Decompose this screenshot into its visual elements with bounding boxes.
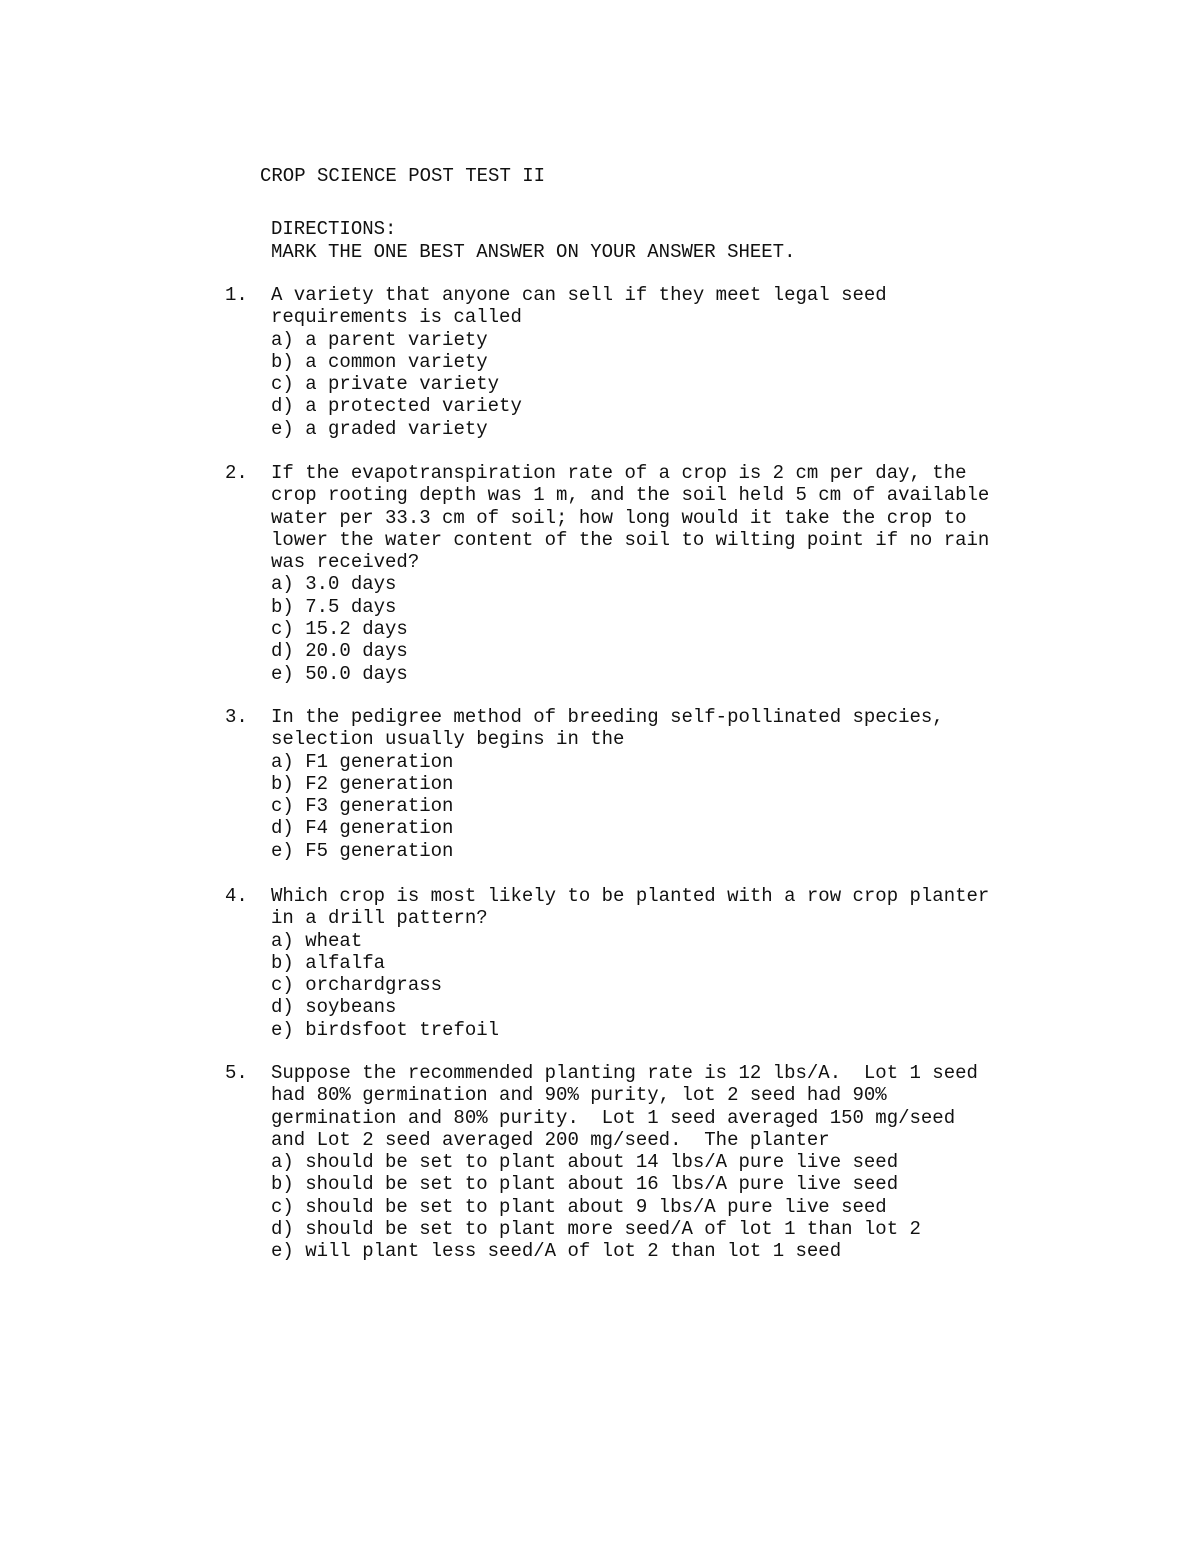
answer-option-c bbox=[271, 618, 1071, 640]
answer-option-e bbox=[271, 418, 1071, 440]
option-text: should be set to plant about 16 lbs/A pure live seed bbox=[305, 1173, 899, 1196]
question-stem-line: If the evapotranspiration rate of a crop is 2 cm per day, the bbox=[271, 462, 967, 484]
option-letter: e) bbox=[271, 417, 294, 440]
option-letter: d) bbox=[271, 1218, 294, 1241]
question-stem-line: lower the water content of the soil to wilting point if no rain bbox=[271, 528, 990, 551]
answer-option-e bbox=[271, 840, 1071, 862]
question-stem-line: and Lot 2 seed averaged 200 mg/seed. The planter bbox=[271, 1128, 830, 1151]
answer-option-e bbox=[271, 1240, 1071, 1262]
question-number: 2. bbox=[225, 462, 248, 484]
question-body bbox=[271, 284, 1071, 440]
option-text: orchardgrass bbox=[305, 974, 443, 997]
question-stem-line: Which crop is most likely to be planted with a row crop planter bbox=[271, 885, 990, 907]
answer-option-d bbox=[271, 640, 1071, 662]
option-text: a private variety bbox=[305, 373, 500, 396]
option-letter: b) bbox=[271, 350, 294, 373]
question-stem-line: had 80% germination and 90% purity, lot 2 seed had 90% bbox=[271, 1084, 887, 1107]
option-letter: b) bbox=[271, 951, 294, 974]
question-stem-line: A variety that anyone can sell if they meet legal seed bbox=[271, 284, 887, 306]
answer-option-b bbox=[271, 952, 1071, 974]
option-text: a common variety bbox=[305, 350, 488, 373]
option-text: 20.0 days bbox=[305, 640, 408, 663]
question-stem-line: in a drill pattern? bbox=[271, 907, 488, 930]
answer-option-a bbox=[271, 930, 1071, 952]
question-stem-line: In the pedigree method of breeding self-pollinated species, bbox=[271, 706, 944, 728]
question-number: 1. bbox=[225, 284, 248, 306]
option-letter: c) bbox=[271, 974, 294, 997]
option-letter: e) bbox=[271, 839, 294, 862]
option-letter: d) bbox=[271, 395, 294, 418]
option-text: F2 generation bbox=[305, 772, 454, 795]
option-text: 3.0 days bbox=[305, 573, 397, 596]
answer-option-b bbox=[271, 1173, 1071, 1195]
option-letter: e) bbox=[271, 1240, 294, 1263]
question-body bbox=[271, 885, 1071, 1041]
answer-option-a bbox=[271, 329, 1071, 351]
option-letter: c) bbox=[271, 1195, 294, 1218]
question-stem-line: crop rooting depth was 1 m, and the soil held 5 cm of available bbox=[271, 484, 990, 507]
answer-option-a bbox=[271, 751, 1071, 773]
option-letter: a) bbox=[271, 328, 294, 351]
option-letter: a) bbox=[271, 1151, 294, 1174]
option-text: F3 generation bbox=[305, 795, 454, 818]
option-text: wheat bbox=[305, 929, 363, 952]
option-letter: a) bbox=[271, 750, 294, 773]
question-stem-line: Suppose the recommended planting rate is 12 lbs/A. Lot 1 seed bbox=[271, 1062, 978, 1084]
question-stem-line: was received? bbox=[271, 551, 420, 574]
option-letter: d) bbox=[271, 996, 294, 1019]
answer-option-e bbox=[271, 663, 1071, 685]
option-text: 15.2 days bbox=[305, 618, 408, 641]
option-letter: d) bbox=[271, 817, 294, 840]
option-text: birdsfoot trefoil bbox=[305, 1018, 500, 1041]
page-title: CROP SCIENCE POST TEST II bbox=[260, 165, 546, 187]
answer-option-b bbox=[271, 773, 1071, 795]
answer-option-c bbox=[271, 373, 1071, 395]
option-letter: d) bbox=[271, 640, 294, 663]
option-text: should be set to plant about 14 lbs/A pure live seed bbox=[305, 1151, 899, 1174]
answer-option-a bbox=[271, 573, 1071, 595]
question-number: 5. bbox=[225, 1062, 248, 1084]
option-text: 7.5 days bbox=[305, 595, 397, 618]
option-text: F1 generation bbox=[305, 750, 454, 773]
option-text: F5 generation bbox=[305, 839, 454, 862]
answer-option-b bbox=[271, 596, 1071, 618]
option-letter: c) bbox=[271, 373, 294, 396]
option-letter: b) bbox=[271, 772, 294, 795]
question-number: 3. bbox=[225, 706, 248, 728]
answer-option-d bbox=[271, 1218, 1071, 1240]
directions-heading: DIRECTIONS: bbox=[271, 218, 397, 240]
option-text: will plant less seed/A of lot 2 than lot 1 seed bbox=[305, 1240, 842, 1263]
option-letter: c) bbox=[271, 618, 294, 641]
option-text: should be set to plant about 9 lbs/A pure live seed bbox=[305, 1195, 887, 1218]
question-body bbox=[271, 462, 1071, 685]
answer-option-d bbox=[271, 395, 1071, 417]
option-text: a protected variety bbox=[305, 395, 522, 418]
directions-text: MARK THE ONE BEST ANSWER ON YOUR ANSWER SHEET. bbox=[271, 241, 796, 263]
option-text: F4 generation bbox=[305, 817, 454, 840]
option-text: should be set to plant more seed/A of lot 1 than lot 2 bbox=[305, 1218, 921, 1241]
question-stem-line: requirements is called bbox=[271, 306, 522, 329]
answer-option-c bbox=[271, 795, 1071, 817]
option-text: a parent variety bbox=[305, 328, 488, 351]
question-body bbox=[271, 706, 1071, 862]
option-letter: c) bbox=[271, 795, 294, 818]
option-letter: e) bbox=[271, 662, 294, 685]
option-letter: e) bbox=[271, 1018, 294, 1041]
question-stem-line: germination and 80% purity. Lot 1 seed averaged 150 mg/seed bbox=[271, 1106, 956, 1129]
option-letter: a) bbox=[271, 573, 294, 596]
answer-option-b bbox=[271, 351, 1071, 373]
option-letter: b) bbox=[271, 595, 294, 618]
option-text: a graded variety bbox=[305, 417, 488, 440]
question-stem-line: selection usually begins in the bbox=[271, 728, 625, 751]
question-body bbox=[271, 1062, 1071, 1263]
option-text: 50.0 days bbox=[305, 662, 408, 685]
answer-option-c bbox=[271, 1196, 1071, 1218]
question-stem-line: water per 33.3 cm of soil; how long would it take the crop to bbox=[271, 506, 967, 529]
option-text: alfalfa bbox=[305, 951, 386, 974]
answer-option-e bbox=[271, 1019, 1071, 1041]
option-letter: a) bbox=[271, 929, 294, 952]
option-text: soybeans bbox=[305, 996, 397, 1019]
answer-option-a bbox=[271, 1151, 1071, 1173]
answer-option-d bbox=[271, 817, 1071, 839]
answer-option-d bbox=[271, 996, 1071, 1018]
question-number: 4. bbox=[225, 885, 248, 907]
option-letter: b) bbox=[271, 1173, 294, 1196]
answer-option-c bbox=[271, 974, 1071, 996]
